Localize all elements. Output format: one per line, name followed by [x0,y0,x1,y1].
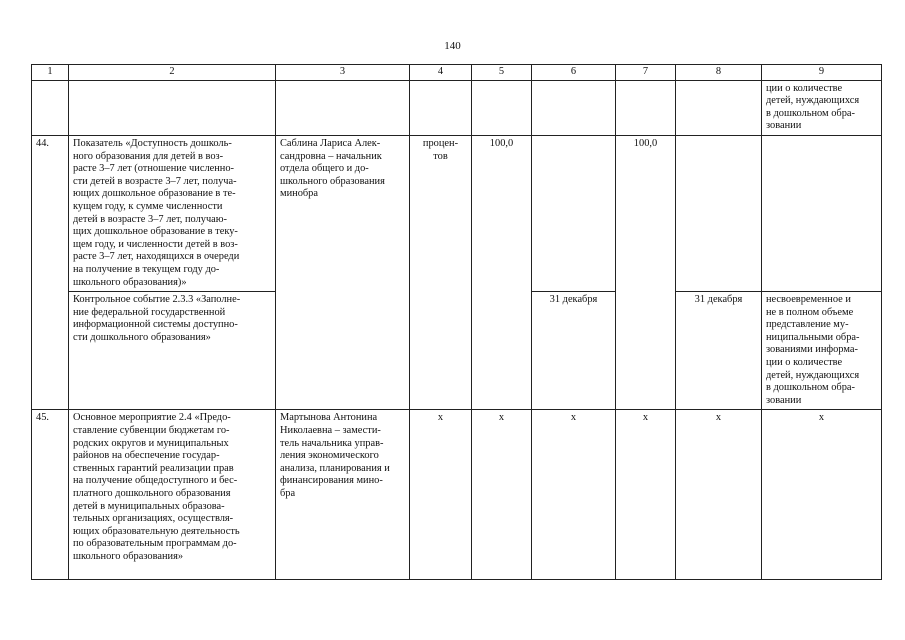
header-row [32,65,882,81]
table-row-continuation [32,80,882,135]
value-cell-5: 100,0 [472,135,532,409]
header-col-8: 8 [676,65,762,81]
cell [616,80,676,135]
header-col-6: 6 [532,65,616,81]
risk-cell: ции о количестве детей, нуждающихся в дошкольном обра- зовании [762,80,882,135]
cell [276,80,410,135]
unit-cell: процен- тов [410,135,472,409]
value-cell-7: 100,0 [616,135,676,409]
cell [762,135,882,291]
header-col-5: 5 [472,65,532,81]
cell [69,80,276,135]
table-row-45 [32,410,882,580]
x-cell-7: x [616,410,676,580]
x-cell-9: x [762,410,882,580]
header-col-1: 1 [32,65,69,81]
header-col-3: 3 [276,65,410,81]
cell [32,80,69,135]
cell [532,80,616,135]
control-event-description: Контрольное событие 2.3.3 «Заполне- ние федеральной государственной информационной системы доступно- сти дошкольного образования» [69,292,276,410]
x-cell-4: x [410,410,472,580]
header-col-2: 2 [69,65,276,81]
table-row-44 [32,135,882,291]
indicator-description: Показатель «Доступность дошколь- ного образования для детей в воз- расте 3–7 лет (отношение численно- сти детей в возрасте 3–7 лет, получа- ющих дошкольное образование в те- кущем году, к сумме численности детей в возрасте 3–7 лет, получаю- щих дошкольное образование в теку- щем году, и численности детей в воз- расте 3–7 лет, находящихся в очереди на получение в текущем году до- школьного образования)» [69,135,276,291]
cell [676,135,762,291]
header-col-7: 7 [616,65,676,81]
x-cell-6: x [532,410,616,580]
cell [676,80,762,135]
cell [532,135,616,291]
page-number: 140 [444,40,461,52]
row-number: 44. [32,135,69,409]
measure-description: Основное мероприятие 2.4 «Предо- ставление субвенции бюджетам го- родских округов и муниципальных районов на обеспечение государ- ственных гарантий реализации прав на получение общедоступного и бес- платного дошкольного образования детей в муниципальных образова- тельных организациях, осуществля- ющих образовательную деятельность по образовательным программам до- школьного образования» [69,410,276,580]
responsible-person: Саблина Лариса Алек- сандровна – начальник отдела общего и до- школьного образования минобра [276,135,410,409]
responsible-person: Мартынова Антонина Николаевна – замести- тель начальника управ- ления экономического анализа, планирования и финансирования мино- бра [276,410,410,580]
date-cell-8: 31 декабря [676,292,762,410]
x-cell-5: x [472,410,532,580]
plan-table [31,64,882,580]
cell [410,80,472,135]
date-cell-6: 31 декабря [532,292,616,410]
row-number: 45. [32,410,69,580]
header-col-9: 9 [762,65,882,81]
x-cell-8: x [676,410,762,580]
cell [472,80,532,135]
risk-cell: несвоевременное и не в полном объеме представление му- ниципальными обра- зованиями информа- ции о количестве детей, нуждающихся в дошкольном обра- зовании [762,292,882,410]
header-col-4: 4 [410,65,472,81]
